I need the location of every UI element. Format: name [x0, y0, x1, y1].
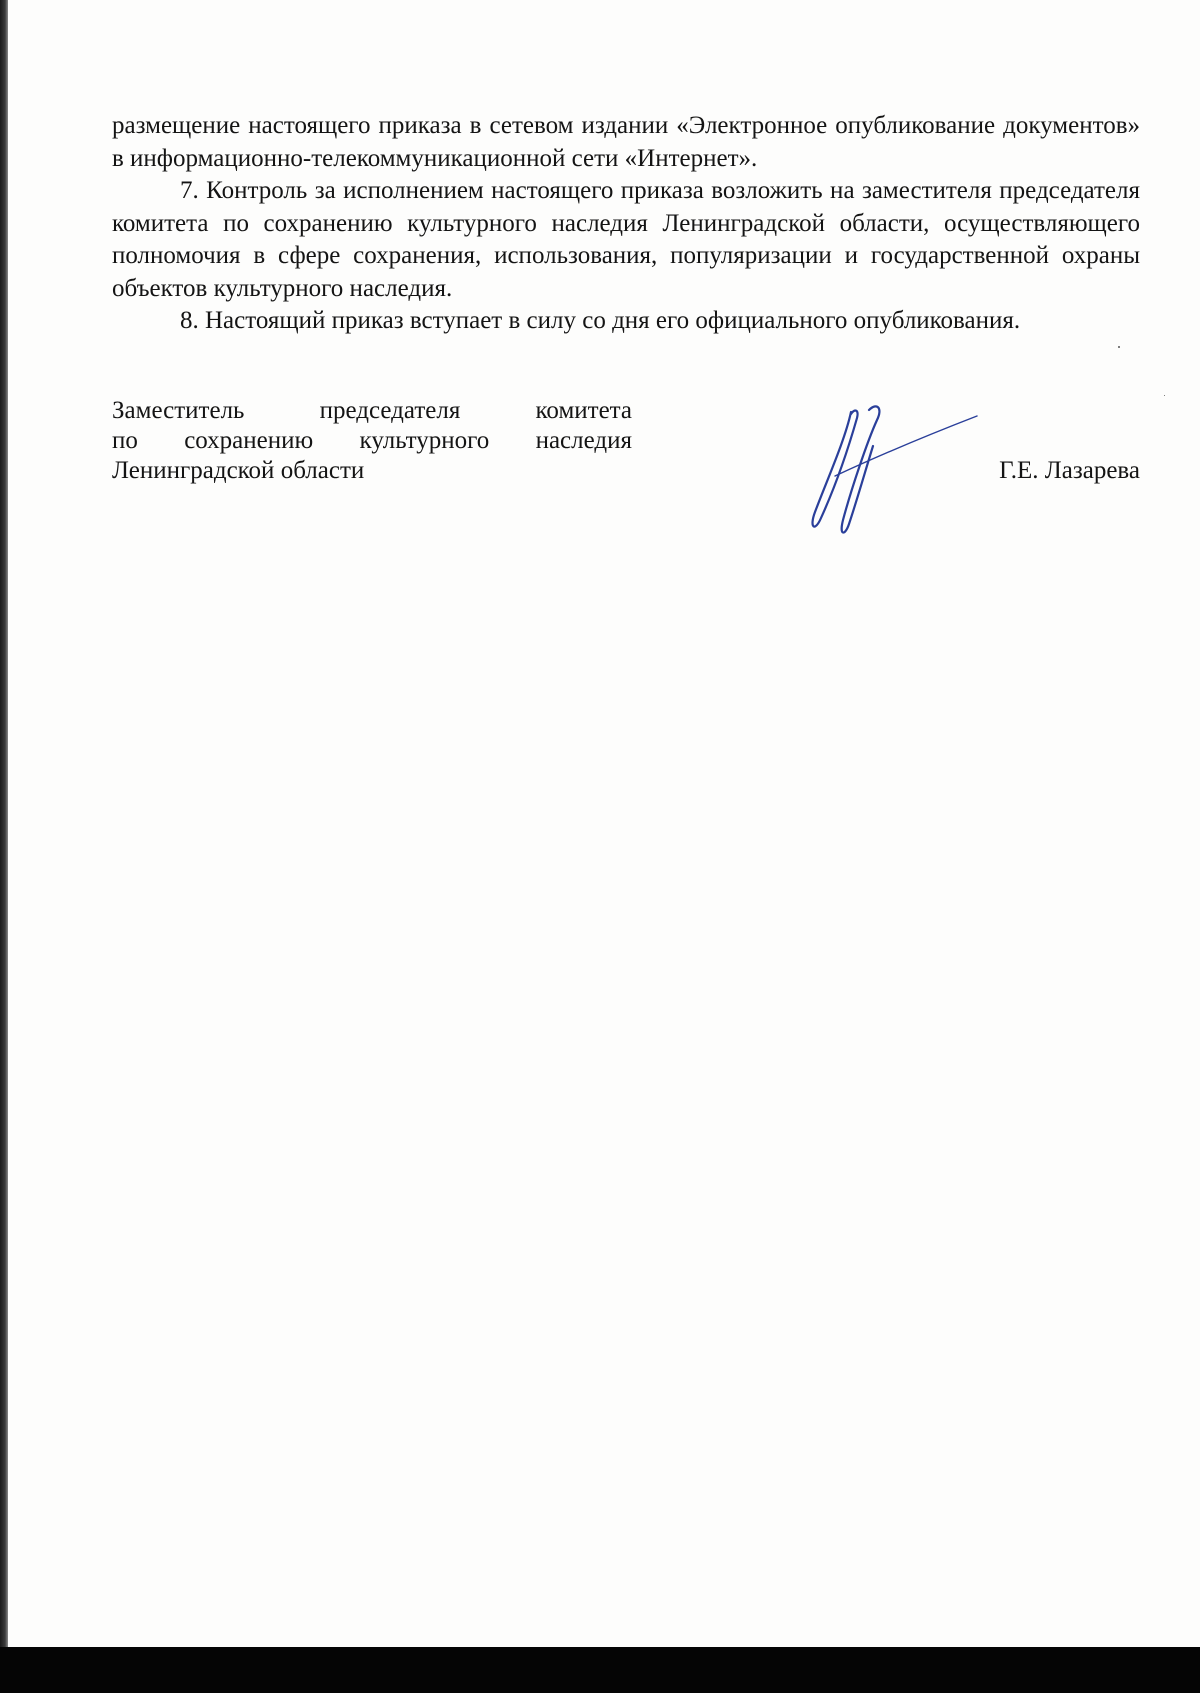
signer-position	[112, 396, 632, 486]
signer-name: Г.Е. Лазарева	[999, 457, 1140, 484]
paragraph-continuation: размещение настоящего приказа в сетевом издании «Электронное опубликование документов» в информационно-телекоммуникационной сети «Интернет».	[112, 112, 1140, 172]
signature-block	[112, 396, 1140, 486]
scan-bottom-band	[0, 1647, 1200, 1693]
signer-position-line-1: Заместитель председателя комитета	[112, 397, 632, 424]
handwritten-signature-icon	[805, 400, 985, 545]
signer-position-line-3: Ленинградской области	[112, 457, 365, 484]
order-body-text	[112, 110, 1140, 338]
signature-stroke-3	[835, 416, 977, 476]
scan-speck	[1164, 395, 1165, 396]
paragraph-item-8: 8. Настоящий приказ вступает в силу со дня его официального опубликования.	[180, 307, 1021, 334]
scan-speck	[1118, 346, 1120, 348]
scan-left-edge	[0, 0, 8, 1693]
paragraph-item-7: 7. Контроль за исполнением настоящего приказа возложить на заместителя председателя комитета по сохранению культурного наследия Ленинградской области, осуществляющего полномочия в сфере сохранения, использования, популяризации и государственной охраны объектов культурного наследия.	[112, 177, 1140, 302]
signer-position-line-2: по сохранению культурного наследия	[112, 427, 632, 454]
